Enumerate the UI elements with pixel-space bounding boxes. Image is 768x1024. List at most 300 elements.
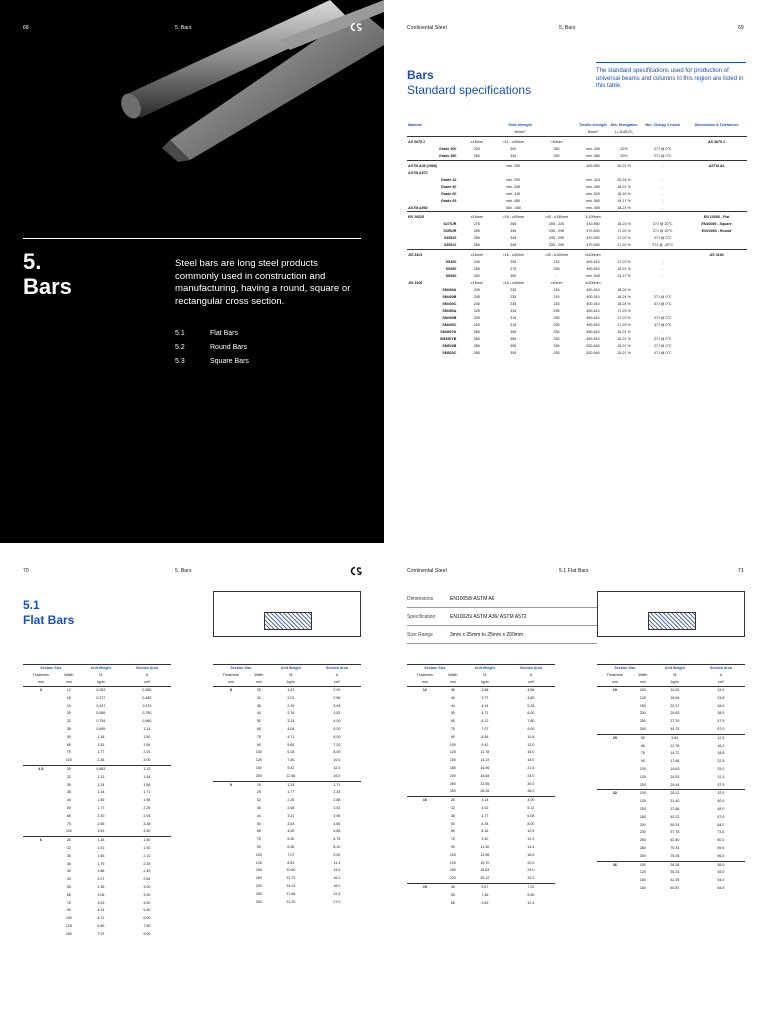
table-row xyxy=(597,758,745,766)
table-row xyxy=(23,805,171,813)
spec-cell: SM490YB xyxy=(439,337,457,342)
unit-header: mm xyxy=(23,679,59,687)
area-cell: 2.10 xyxy=(143,853,151,858)
area-cell: 16.0 xyxy=(527,852,535,857)
width-cell: 75 xyxy=(66,750,71,755)
sub-header: A xyxy=(719,673,723,677)
width-cell: 125 xyxy=(639,695,646,700)
spec-cell: 300 xyxy=(510,147,517,151)
group-header: Section Size xyxy=(407,665,463,673)
table-row xyxy=(213,687,361,695)
spec-cell: - xyxy=(662,198,664,203)
thickness-cell xyxy=(597,877,633,885)
weight-cell: 0.447 xyxy=(96,703,106,708)
unit-row xyxy=(23,679,171,687)
spec-cell: 400-510 xyxy=(586,288,600,293)
thickness-cell: 19 xyxy=(597,687,633,695)
thickness-cell xyxy=(597,766,633,774)
sub-header: A xyxy=(529,673,533,677)
spec-cell: 235 xyxy=(510,302,517,307)
area-cell: 12.4 xyxy=(527,900,535,905)
spec-cell: 355 xyxy=(473,229,480,234)
width-cell: 19 xyxy=(66,703,71,708)
area-cell: 15.0 xyxy=(527,750,535,755)
thickness-cell xyxy=(213,695,249,703)
table-row xyxy=(23,789,171,797)
area-cell: 9.00 xyxy=(143,931,151,936)
table-row xyxy=(213,710,361,718)
table-row xyxy=(23,726,171,734)
area-cell: 80.0 xyxy=(717,838,725,843)
table-row xyxy=(23,923,171,931)
width-cell: 125 xyxy=(639,799,646,804)
thickness-cell xyxy=(407,742,443,750)
weight-cell: 9.42 xyxy=(287,765,295,770)
unit-header: mm xyxy=(213,679,249,687)
spec-cell xyxy=(462,204,491,212)
thickness-cell xyxy=(23,931,59,939)
thickness-cell xyxy=(213,860,249,868)
spec-cell: ASTM A992 xyxy=(408,205,428,210)
area-cell: 31.3 xyxy=(717,774,725,779)
area-cell: 36.0 xyxy=(697,861,745,869)
cs-logo-icon xyxy=(350,566,362,578)
header-row xyxy=(213,665,361,673)
spec-cell: 335 xyxy=(553,344,560,349)
spec-cell: 18-21 % xyxy=(617,205,631,210)
table-row xyxy=(23,749,171,757)
spec-cell: - xyxy=(555,274,558,279)
spec-cell xyxy=(609,169,640,176)
table-row xyxy=(213,703,361,711)
thickness-cell xyxy=(23,845,59,853)
spec-cell xyxy=(462,197,491,204)
area-cell: 8.10 xyxy=(333,844,341,849)
width-cell: 25 xyxy=(59,837,79,845)
table-row xyxy=(23,687,171,695)
width-cell: 75 xyxy=(256,734,261,739)
area-cell: 54.0 xyxy=(717,878,725,883)
spec-cell: JIS 3101 xyxy=(407,250,462,259)
thickness-cell xyxy=(213,813,249,821)
weight-cell: 25.12 xyxy=(480,876,490,881)
thickness-cell xyxy=(23,734,59,742)
spec-cell: 245 xyxy=(473,295,480,300)
thickness-cell xyxy=(597,798,633,806)
thickness-cell xyxy=(597,869,633,877)
spec-cell xyxy=(535,160,577,169)
width-cell: 100 xyxy=(633,687,653,695)
table-row xyxy=(213,899,361,907)
unit-header: cm² xyxy=(313,679,361,687)
chapter-description: Steel bars are long steel products commonly used in construction and manufacturing, having a round, square or rectangular cross section. xyxy=(175,258,351,307)
spec-cell: 27J @ 0°C xyxy=(654,344,672,349)
weight-cell: 75.36 xyxy=(670,853,680,858)
area-cell: 5.28 xyxy=(527,703,535,708)
page-title xyxy=(407,68,531,98)
sub-header: M xyxy=(673,673,677,677)
table-row xyxy=(407,860,555,868)
spec-cell xyxy=(462,190,491,197)
spec-cell: 215 xyxy=(553,288,560,293)
thickness-cell xyxy=(23,861,59,869)
weight-cell: 4.71 xyxy=(287,734,295,739)
table-row xyxy=(23,845,171,853)
area-cell: 4.50 xyxy=(143,829,151,834)
weight-cell: 2.36 xyxy=(97,758,105,763)
table-row xyxy=(597,766,745,774)
width-cell: 32 xyxy=(450,805,455,810)
thickness-cell xyxy=(597,806,633,814)
weight-cell: 5.67 xyxy=(463,883,507,891)
width-cell: 75 xyxy=(66,821,71,826)
thickness-cell xyxy=(23,868,59,876)
spec-cell: SS540 xyxy=(445,274,457,279)
table-row xyxy=(597,718,745,726)
weight-cell: 1.88 xyxy=(97,869,105,874)
weight-cell: 2.01 xyxy=(287,695,295,700)
width-cell: 50 xyxy=(450,821,455,826)
spec-cell: 355 xyxy=(510,351,517,356)
thickness-cell xyxy=(23,923,59,931)
thickness-cell xyxy=(597,726,633,734)
spec-cell xyxy=(535,190,577,197)
area-cell: 4.50 xyxy=(333,821,341,826)
spec-cell: JIS 3106 xyxy=(408,281,423,286)
table-row xyxy=(597,885,745,893)
spec-cell: 400-510 xyxy=(586,295,600,300)
area-cell: 4.56 xyxy=(507,687,555,695)
width-cell: 90 xyxy=(450,734,455,739)
company-name: Continental Steel xyxy=(407,568,447,574)
area-cell: 24.0 xyxy=(527,868,535,873)
thickness-cell xyxy=(597,814,633,822)
table-row xyxy=(23,734,171,742)
toc-number: 5.1 xyxy=(175,330,185,337)
thickness-cell: 4.5 xyxy=(23,765,59,773)
toc-label: Round Bars xyxy=(210,344,247,351)
width-cell: 150 xyxy=(255,765,262,770)
spec-cell: 15-21 % xyxy=(617,330,631,335)
table-row xyxy=(407,710,555,718)
meta-dimensions: Dimensions EN10058/ ASTM A6 xyxy=(407,590,597,608)
width-cell: 125 xyxy=(65,923,72,928)
area-cell: 57.6 xyxy=(717,814,725,819)
area-cell: 6.08 xyxy=(527,813,535,818)
thickness-cell xyxy=(407,757,443,765)
area-cell: 0.360 xyxy=(123,687,171,695)
spec-cell xyxy=(686,322,747,329)
weight-cell: 1.34 xyxy=(269,781,313,789)
spec-cell xyxy=(686,336,747,343)
spec-cell: - xyxy=(662,177,664,182)
spec-cell: 13-17 % xyxy=(617,274,631,279)
table-row xyxy=(597,774,745,782)
spec-cell: JIS 3192 xyxy=(686,250,747,259)
spec-cell: - xyxy=(662,191,664,196)
area-cell: 10.8 xyxy=(527,734,535,739)
weight-cell: 1.53 xyxy=(97,742,105,747)
weight-cell: 17.66 xyxy=(670,759,680,764)
spec-cell: 470-630 xyxy=(586,236,600,241)
spec-cell: Grade 350 xyxy=(438,154,457,158)
spec-cell xyxy=(609,212,640,221)
width-cell: 65 xyxy=(450,900,455,905)
spec-row xyxy=(407,308,747,315)
flat-bar-table-right xyxy=(597,664,745,893)
weight-cell: 4.02 xyxy=(481,805,489,810)
width-cell: 38 xyxy=(66,861,71,866)
thickness-cell: 19 xyxy=(407,883,443,891)
thickness-cell: 32 xyxy=(597,790,633,798)
table-row xyxy=(597,814,745,822)
area-cell: 32.0 xyxy=(527,876,535,881)
section-label: 5. Bars xyxy=(559,25,576,31)
thickness-cell xyxy=(597,845,633,853)
table-row xyxy=(213,844,361,852)
spec-cell: 280 xyxy=(553,147,560,151)
width-cell: 90 xyxy=(256,742,261,747)
thickness-cell xyxy=(407,867,443,875)
weight-cell: 57.78 xyxy=(670,830,680,835)
spec-cell: 340 xyxy=(510,154,517,158)
spec-cell: 490-610 xyxy=(586,309,600,314)
width-cell: 300 xyxy=(449,789,456,794)
spec-cell: >16 - ≤40mm xyxy=(491,212,535,221)
unit-header: cm² xyxy=(123,679,171,687)
width-cell: 38 xyxy=(256,703,261,708)
area-cell: 3.38 xyxy=(143,821,151,826)
table-row xyxy=(213,875,361,883)
spec-cell: 17-23 % xyxy=(617,309,631,314)
spec-cell: 255 - 225 xyxy=(548,222,565,227)
unit-header: cm² xyxy=(507,679,555,687)
group-header: Section Size xyxy=(23,665,79,673)
divider xyxy=(23,238,361,239)
table-row xyxy=(407,883,555,891)
spec-row xyxy=(407,204,747,212)
spec-cell xyxy=(686,146,747,153)
spec-cell: 315 xyxy=(510,323,517,328)
table-row xyxy=(23,868,171,876)
spec-cell xyxy=(535,176,577,183)
spec-cell xyxy=(686,315,747,322)
area-cell: 64.8 xyxy=(717,885,725,890)
weight-cell: 9.69 xyxy=(481,900,489,905)
flat-bar-table-left xyxy=(407,664,555,907)
sub-header: Width xyxy=(64,673,74,677)
spec-cell: 295 xyxy=(553,316,560,321)
col-material: Material xyxy=(408,123,422,128)
spec-cell: min. 450 xyxy=(506,198,521,203)
weight-cell: 7.85 xyxy=(287,758,295,763)
spec-cell: SM490C xyxy=(442,323,457,328)
width-cell: 19 xyxy=(249,781,269,789)
area-cell: 9.00 xyxy=(333,852,341,857)
table-row xyxy=(213,883,361,891)
thickness-cell xyxy=(213,899,249,907)
area-cell: 1.58 xyxy=(143,782,151,787)
spec-cell xyxy=(535,183,577,190)
spec-cell: 470-630 xyxy=(586,243,600,248)
thickness-cell xyxy=(23,774,59,782)
area-cell: 1.14 xyxy=(143,726,151,731)
spec-cell: - xyxy=(662,330,664,335)
thickness-cell xyxy=(407,892,443,900)
thickness-cell: 9 xyxy=(213,781,249,789)
toc-item[interactable] xyxy=(175,358,249,372)
table-row xyxy=(23,884,171,892)
spec-cell: 365 xyxy=(473,337,480,342)
table-row xyxy=(407,821,555,829)
thickness-cell xyxy=(213,789,249,797)
toc-number: 5.2 xyxy=(175,344,185,351)
spec-cell: 400-510 xyxy=(586,302,600,307)
thickness-cell: 3 xyxy=(23,687,59,695)
spec-cell: SM490A xyxy=(442,309,457,314)
width-cell: 100 xyxy=(633,790,653,798)
spec-cell: min. 415 xyxy=(586,177,600,182)
weight-cell: 4.14 xyxy=(481,703,489,708)
weight-cell: 0.883 xyxy=(79,765,123,773)
unit-header: cm² xyxy=(697,679,745,687)
table-row xyxy=(213,695,361,703)
weight-cell: 7.07 xyxy=(97,931,105,936)
unit-row xyxy=(213,679,361,687)
spec-cell: ASTM A36 (1996) xyxy=(407,160,462,169)
table-row xyxy=(597,743,745,751)
spec-cell xyxy=(640,280,687,287)
sub-header: Thickness xyxy=(606,673,623,677)
width-cell: 40 xyxy=(450,695,455,700)
thickness-cell xyxy=(407,781,443,789)
sub-header: Width xyxy=(448,673,458,677)
spec-row xyxy=(407,146,747,153)
toc-item[interactable] xyxy=(175,344,249,358)
spec-cell: min. 520 xyxy=(586,191,600,196)
width-cell: 75 xyxy=(256,837,261,842)
weight-cell: 6.28 xyxy=(287,750,295,755)
unit-header: mm xyxy=(249,679,269,687)
spec-cell xyxy=(686,153,747,161)
table-row xyxy=(597,861,745,869)
sub-header: M xyxy=(289,673,293,677)
weight-cell: 4.08 xyxy=(287,726,295,731)
table-row xyxy=(213,749,361,757)
table-row xyxy=(407,852,555,860)
thickness-cell xyxy=(407,828,443,836)
title-line-2: Standard specifications xyxy=(407,83,532,97)
spec-cell: - xyxy=(662,184,664,189)
spec-cell: 27J @ 0°C xyxy=(654,236,672,241)
spec-cell: min. 440 xyxy=(586,147,600,151)
thickness-cell xyxy=(407,860,443,868)
toc-item[interactable] xyxy=(175,330,249,344)
spec-cell: - xyxy=(662,309,664,314)
area-cell: 13.5 xyxy=(333,868,341,873)
width-cell: 50 xyxy=(633,734,653,742)
thickness-cell xyxy=(407,726,443,734)
spec-row xyxy=(407,153,747,161)
spec-cell xyxy=(640,169,687,176)
table-row xyxy=(213,891,361,899)
spec-cell: 365 xyxy=(473,351,480,356)
spec-cell: 215 xyxy=(553,302,560,307)
thickness-cell xyxy=(23,884,59,892)
spec-row xyxy=(407,137,747,146)
area-cell: 5.12 xyxy=(527,805,535,810)
section-name: Flat Bars xyxy=(23,613,75,627)
unit-tensile: N/mm² xyxy=(578,129,609,137)
group-header: Unit Weight xyxy=(79,665,123,673)
spec-row xyxy=(407,242,747,250)
group-header: Section Area xyxy=(697,665,745,673)
thickness-cell xyxy=(23,703,59,711)
thickness-cell xyxy=(407,718,443,726)
unit-header: kg/m xyxy=(653,679,697,687)
col-charpy: Min. Charpy V-notch xyxy=(645,123,681,128)
area-cell: 64.0 xyxy=(717,822,725,827)
sub-header: Width xyxy=(254,673,264,677)
width-cell: 65 xyxy=(450,829,455,834)
width-cell: 38 xyxy=(256,805,261,810)
flat-bar-section-icon xyxy=(264,612,312,630)
table-row xyxy=(407,718,555,726)
table-row xyxy=(213,813,361,821)
weight-cell: 12.76 xyxy=(670,743,680,748)
weight-cell: 15.70 xyxy=(480,860,490,865)
thickness-cell xyxy=(213,773,249,781)
section-label: 5. Bars xyxy=(175,25,192,31)
area-cell: 3.00 xyxy=(143,758,151,763)
weight-cell: 2.76 xyxy=(287,711,295,716)
spec-row xyxy=(407,350,747,357)
spec-cell: Grade 42 xyxy=(440,177,457,182)
table-row xyxy=(597,703,745,711)
spec-cell: 355 xyxy=(510,337,517,342)
weight-cell: 1.55 xyxy=(97,798,105,803)
table-row xyxy=(597,853,745,861)
table-row xyxy=(23,742,171,750)
width-cell: 100 xyxy=(255,750,262,755)
table-row xyxy=(23,931,171,939)
weight-cell: 70.34 xyxy=(670,845,680,850)
spec-cell xyxy=(686,176,747,183)
spec-cell: 20% xyxy=(620,154,628,158)
spec-cell xyxy=(686,266,747,273)
width-cell: 25 xyxy=(256,790,261,795)
weight-cell: 3.53 xyxy=(97,900,105,905)
unit-yield: N/mm² xyxy=(462,129,577,137)
weight-cell: 1.24 xyxy=(97,782,105,787)
width-cell: 65 xyxy=(66,892,71,897)
area-cell: 22.5 xyxy=(333,891,341,896)
spec-cell: S355J2 xyxy=(443,243,457,248)
area-cell: 18.0 xyxy=(333,883,341,888)
thickness-cell xyxy=(407,710,443,718)
weight-cell: 28.26 xyxy=(480,789,490,794)
unit-header: mm xyxy=(597,679,633,687)
table-row xyxy=(407,765,555,773)
thickness-cell xyxy=(23,813,59,821)
page-number: 71 xyxy=(738,568,744,574)
width-cell: 280 xyxy=(639,845,646,850)
group-header: Section Size xyxy=(597,665,653,673)
table-row xyxy=(597,782,745,790)
weight-cell: 7.07 xyxy=(481,726,489,731)
spec-cell: ASTM A572 xyxy=(408,170,428,175)
width-cell: 35 xyxy=(66,782,71,787)
